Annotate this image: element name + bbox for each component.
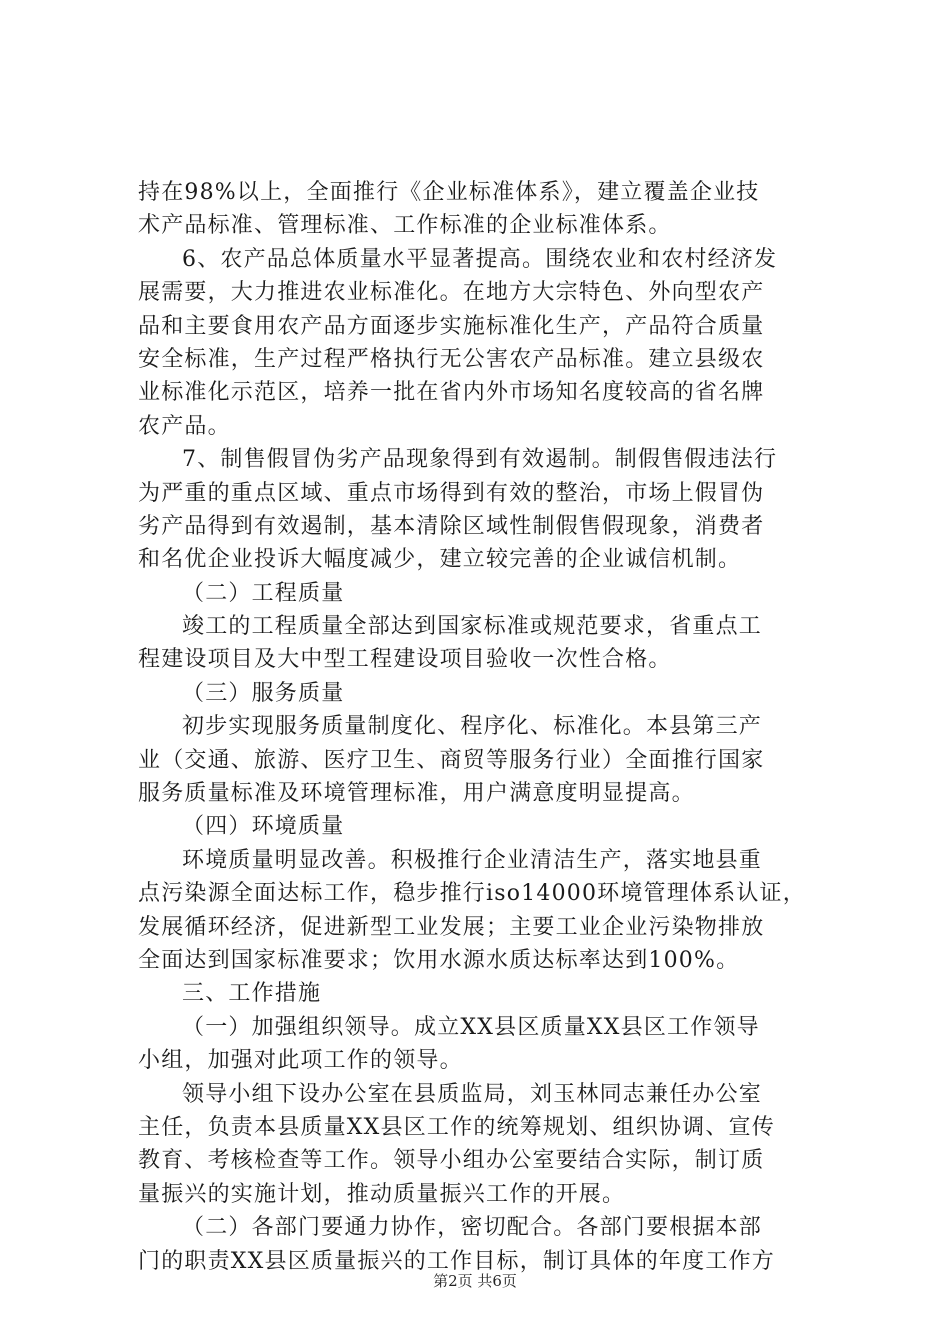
text-line: 术产品标准、管理标准、工作标准的企业标准体系。 — [138, 213, 672, 239]
text-line: 竣工的工程质量全部达到国家标准或规范要求，省重点工 — [182, 614, 763, 640]
page-footer: 第2页 共6页 — [433, 1272, 517, 1290]
text-line: 初步实现服务质量制度化、程序化、标准化。本县第三产 — [182, 714, 763, 740]
text-line: 劣产品得到有效遏制，基本清除区域性制假售假现象，消费者 — [138, 513, 765, 539]
text-line: 6、农产品总体质量水平显著提高。围绕农业和农村经济发 — [182, 246, 778, 272]
text-line: 展需要，大力推进农业标准化。在地方大宗特色、外向型农产 — [138, 280, 765, 306]
text-line: 业（交通、旅游、医疗卫生、商贸等服务行业）全面推行国家 — [138, 747, 765, 773]
text-line: （三）服务质量 — [182, 680, 345, 706]
text-line: 程建设项目及大中型工程建设项目验收一次性合格。 — [138, 647, 672, 673]
text-line: 和名优企业投诉大幅度减少，建立较完善的企业诚信机制。 — [138, 547, 742, 573]
document-body — [138, 176, 838, 1278]
text-line: 为严重的重点区域、重点市场得到有效的整治，市场上假冒伪 — [138, 480, 765, 506]
text-line: （二）各部门要通力协作，密切配合。各部门要根据本部 — [182, 1215, 763, 1241]
text-line: （一）加强组织领导。成立XX县区质量XX县区工作领导 — [182, 1014, 760, 1040]
text-line: 安全标准，生产过程严格执行无公害农产品标准。建立县级农 — [138, 346, 765, 372]
text-line: 业标准化示范区，培养一批在省内外市场知名度较高的省名牌 — [138, 380, 765, 406]
text-line: 农产品。 — [138, 413, 231, 439]
text-line: （四）环境质量 — [182, 814, 345, 840]
text-line: 全面达到国家标准要求；饮用水源水质达标率达到100%。 — [138, 947, 740, 973]
text-line: 环境质量明显改善。积极推行企业清洁生产，落实地县重 — [182, 847, 763, 873]
text-line: 服务质量标准及环境管理标准，用户满意度明显提高。 — [138, 781, 695, 807]
text-line: 三、工作措施 — [182, 981, 322, 1007]
text-line: （二）工程质量 — [182, 580, 345, 606]
text-line: 量振兴的实施计划，推动质量振兴工作的开展。 — [138, 1181, 626, 1207]
text-line: 品和主要食用农产品方面逐步实施标准化生产，产品符合质量 — [138, 313, 765, 339]
text-line: 小组，加强对此项工作的领导。 — [138, 1048, 463, 1074]
text-line: 点污染源全面达标工作，稳步推行iso14000环境管理体系认证， — [138, 881, 806, 907]
text-line: 主任，负责本县质量XX县区工作的统筹规划、组织协调、宣传 — [138, 1114, 775, 1140]
text-line: 7、制售假冒伪劣产品现象得到有效遏制。制假售假违法行 — [182, 447, 778, 473]
text-line: 发展循环经济，促进新型工业发展；主要工业企业污染物排放 — [138, 914, 765, 940]
text-line: 领导小组下设办公室在县质监局，刘玉林同志兼任办公室 — [182, 1081, 763, 1107]
text-line: 持在98%以上，全面推行《企业标准体系》，建立覆盖企业技 — [138, 180, 760, 205]
text-line: 门的职责XX县区质量振兴的工作目标，制订具体的年度工作方 — [138, 1248, 775, 1274]
text-line: 教育、考核检查等工作。领导小组办公室要结合实际，制订质 — [138, 1148, 765, 1174]
